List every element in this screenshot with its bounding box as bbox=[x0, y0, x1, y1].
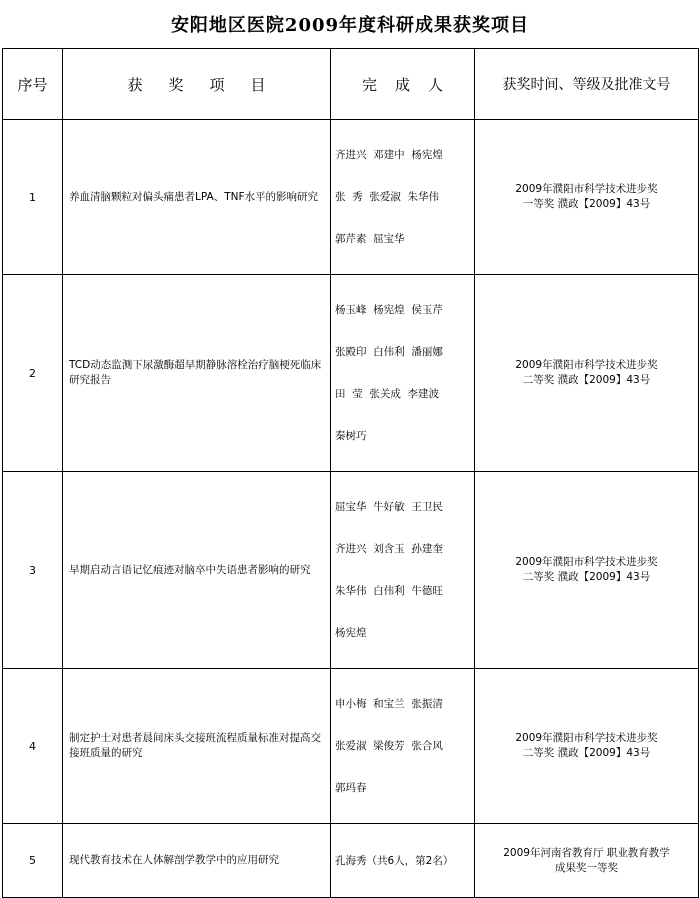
document-title: 安阳地区医院2009年度科研成果获奖项目 bbox=[170, 15, 530, 36]
people-line: 张爱淑 梁俊芳 张合风 bbox=[335, 740, 443, 752]
row-award bbox=[475, 275, 699, 472]
award-line: 2009年濮阳市科学技术进步奖 bbox=[515, 183, 658, 195]
awards-table bbox=[2, 48, 699, 898]
row-no: 5 bbox=[3, 824, 63, 898]
people-line: 齐进兴 刘含玉 孙建奎 bbox=[335, 543, 443, 555]
award-line: 2009年濮阳市科学技术进步奖 bbox=[515, 556, 658, 568]
award-line: 二等奖 濮政【2009】43号 bbox=[522, 571, 651, 583]
row-award bbox=[475, 120, 699, 275]
people-line: 秦树巧 bbox=[335, 430, 367, 442]
people-line: 朱华伟 白伟利 牛德旺 bbox=[335, 585, 443, 597]
people-line: 申小梅 和宝兰 张振清 bbox=[335, 698, 443, 710]
award-line: 二等奖 濮政【2009】43号 bbox=[522, 747, 651, 759]
row-people bbox=[331, 472, 475, 669]
people-line: 张 秀 张爱淑 朱华伟 bbox=[335, 191, 440, 203]
people-line: 杨玉峰 杨宪煌 侯玉芹 bbox=[335, 304, 443, 316]
row-no: 2 bbox=[3, 275, 63, 472]
people-line: 张殿印 白伟利 潘丽娜 bbox=[335, 346, 443, 358]
row-project: 现代教育技术在人体解剖学教学中的应用研究 bbox=[63, 824, 331, 898]
people-line: 郭芹素 屈宝华 bbox=[335, 233, 405, 245]
people-line: 郭玛春 bbox=[335, 782, 367, 794]
people-line: 杨宪煌 bbox=[335, 627, 367, 639]
award-line: 2009年河南省教育厅 职业教育教学 bbox=[503, 846, 670, 859]
people-line: 齐进兴 邓建中 杨宪煌 bbox=[335, 149, 443, 161]
people-line: 孔海秀（共6人，第2名） bbox=[335, 854, 454, 867]
header-award: 获奖时间、等级及批准文号 bbox=[475, 49, 699, 120]
row-people bbox=[331, 669, 475, 824]
table-row bbox=[3, 824, 699, 898]
header-people: 完成人 bbox=[331, 49, 475, 120]
row-people bbox=[331, 824, 475, 898]
row-award bbox=[475, 669, 699, 824]
row-project: 养血清脑颗粒对偏头痛患者LPA、TNF水平的影响研究 bbox=[63, 120, 331, 275]
row-no: 3 bbox=[3, 472, 63, 669]
award-line: 2009年濮阳市科学技术进步奖 bbox=[515, 732, 658, 744]
header-project: 获奖项目 bbox=[63, 49, 331, 120]
table-row bbox=[3, 472, 699, 669]
row-people bbox=[331, 120, 475, 275]
table-header-row bbox=[3, 49, 699, 120]
row-no: 4 bbox=[3, 669, 63, 824]
row-people bbox=[331, 275, 475, 472]
row-project: TCD动态监测下尿激酶超早期静脉溶栓治疗脑梗死临床研究报告 bbox=[63, 275, 331, 472]
award-line: 二等奖 濮政【2009】43号 bbox=[522, 374, 651, 386]
people-line: 田 莹 张关成 李建波 bbox=[335, 388, 440, 400]
header-no: 序号 bbox=[3, 49, 63, 120]
people-line: 屈宝华 牛好敏 王卫民 bbox=[335, 501, 443, 513]
award-line: 2009年濮阳市科学技术进步奖 bbox=[515, 359, 658, 371]
row-no: 1 bbox=[3, 120, 63, 275]
row-project: 制定护士对患者晨间床头交接班流程质量标准对提高交接班质量的研究 bbox=[63, 669, 331, 824]
table-row bbox=[3, 275, 699, 472]
row-award bbox=[475, 472, 699, 669]
award-line: 一等奖 濮政【2009】43号 bbox=[522, 198, 651, 210]
table-row bbox=[3, 120, 699, 275]
row-award bbox=[475, 824, 699, 898]
row-project: 早期启动言语记忆痕迹对脑卒中失语患者影响的研究 bbox=[63, 472, 331, 669]
award-line: 成果奖一等奖 bbox=[555, 861, 618, 874]
table-row bbox=[3, 669, 699, 824]
